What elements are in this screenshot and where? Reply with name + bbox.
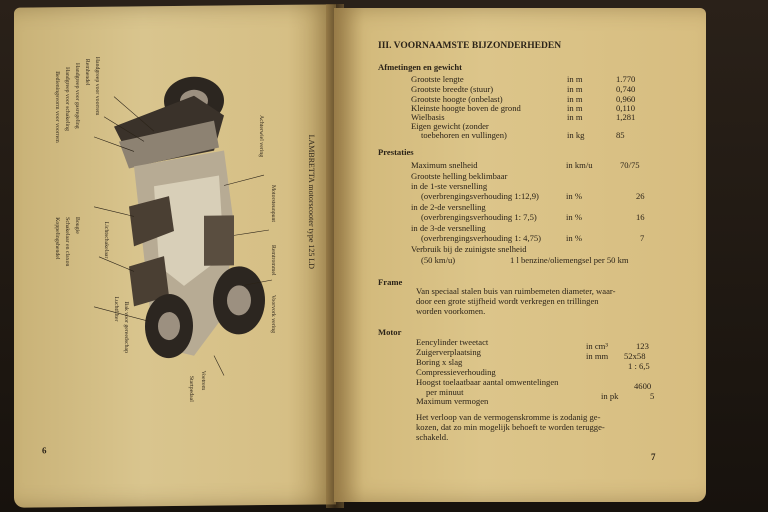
spec-value: 4600 [634, 381, 652, 391]
spec-label: in de 2-de versnelling [411, 202, 486, 212]
page-title: III. VOORNAAMSTE BIJZONDERHEDEN [378, 41, 562, 51]
spec-label: (50 km/u) [421, 255, 456, 265]
figure-caption: LAMBRETTA motorscooter type 125 LD [307, 134, 316, 270]
callout-11: Bak voor gereedschap [123, 301, 129, 354]
spec-value: 7 [640, 233, 645, 243]
spec-value: 123 [636, 341, 649, 351]
spec-value: 16 [636, 212, 645, 222]
spec-unit: in % [566, 212, 582, 222]
spec-label: (overbrengingsverhouding 1:12,9) [421, 191, 539, 201]
spec-label: Zuigerverplaatsing [416, 347, 481, 357]
callout-5: Handgreep voor voorrem [94, 56, 100, 116]
frame-text-line: door een grote stijfheid wordt verkregen en trillingen [416, 296, 599, 306]
spec-value: 1,281 [616, 112, 636, 122]
motor-note-line: kozen, dat zo min mogelijk behoeft te worden terugge- [416, 422, 605, 432]
spec-unit: in m [567, 112, 583, 122]
spec-value: 1 : 6,5 [628, 361, 650, 371]
callout-12: Startpedaal [188, 375, 194, 402]
spec-label: Kleinste hoogte boven de grond [411, 103, 521, 113]
spec-value: 85 [616, 130, 625, 140]
spec-unit: in % [566, 191, 582, 201]
spec-label: Boring x slag [416, 357, 463, 367]
spec-value: 52x58 [624, 351, 646, 361]
spec-label: Compressieverhouding [416, 367, 496, 377]
spec-label: in de 1-ste versnelling [411, 181, 488, 191]
spec-unit: in mm [586, 351, 609, 361]
callout-7: Schakelaar en claxon [64, 217, 70, 267]
spec-value: 70/75 [620, 160, 640, 170]
spec-value: 26 [636, 191, 645, 201]
spec-label: Grootste helling beklimbaar [411, 171, 508, 181]
spec-unit: in m [567, 74, 583, 84]
callout-14: Achterwiel vering [258, 115, 264, 158]
spec-label: (overbrengingsverhouding 1: 7,5) [421, 212, 537, 222]
spec-label: Eencylinder tweetact [416, 337, 489, 347]
spec-label: Grootste breedte (stuur) [411, 84, 494, 94]
spec-value: 0,960 [616, 94, 636, 104]
section-heading-afmetingen: Afmetingen en gewicht [378, 62, 463, 72]
spec-unit: in m [567, 84, 583, 94]
spec-label: Hoogst toelaatbaar aantal omwentelingen [416, 377, 559, 387]
spec-label: Verbruik bij de zuinigste snelheid [411, 244, 527, 254]
motor-note-line: Het verloop van de vermogenskromme is zodanig ge- [416, 412, 601, 422]
callout-6: Koppelingshendel [54, 217, 60, 260]
callout-9: Lichtschakelaar [103, 221, 109, 259]
spec-unit: in % [566, 233, 582, 243]
spec-value: 1.770 [616, 74, 636, 84]
callout-15: Motorsteunpunt [270, 184, 276, 223]
callout-16: Remtrommel [270, 244, 276, 276]
callout-17: Voorvork vering [270, 294, 276, 334]
callout-13: Voetrem [200, 370, 206, 391]
motor-note-line: schakeld. [416, 432, 449, 442]
spec-label: toebehoren en vullingen) [421, 130, 507, 140]
spec-value: 5 [650, 391, 655, 401]
spec-unit: in pk [601, 391, 619, 401]
spec-label: in de 3-de versnelling [411, 223, 486, 233]
spec-unit: 1 l benzine/oliemengsel per 50 km [510, 255, 629, 265]
spec-label: (overbrengingsverhouding 1: 4,75) [421, 233, 542, 243]
spec-label: Wielbasis [411, 112, 445, 122]
frame-text-line: worden voorkomen. [416, 306, 486, 316]
page-number-left: 6 [42, 445, 47, 456]
page-number-right: 7 [651, 452, 656, 462]
callout-2: Handgreep voor schakeling [64, 67, 70, 131]
callout-3: Handgreep voor gasregeling [74, 62, 80, 129]
spec-unit: in kg [567, 130, 585, 140]
spec-label: Grootste hoogte (onbelast) [411, 94, 503, 104]
spec-value: 0,740 [616, 84, 636, 94]
callout-10: Luchtfilter [113, 296, 119, 322]
spec-label: Maximum vermogen [416, 396, 489, 406]
spec-label: Grootste lengte [411, 74, 464, 84]
spec-unit: in km/u [566, 160, 593, 170]
spec-label: per minuut [426, 387, 464, 397]
spec-unit: in m [567, 94, 583, 104]
spec-value: 0,110 [616, 103, 636, 113]
left-page [14, 4, 336, 507]
callout-4: Remhendel [84, 58, 90, 86]
spec-label: Eigen gewicht (zonder [411, 121, 489, 131]
callout-8: Bougie [74, 216, 80, 234]
spec-label: Maximum snelheid [411, 160, 478, 170]
frame-text-line: Van speciaal stalen buis van ruimbemeten diameter, waar- [416, 286, 616, 296]
section-heading-frame: Frame [378, 277, 403, 287]
section-heading-prestaties: Prestaties [378, 147, 414, 157]
spec-unit: in cm³ [586, 341, 608, 351]
callout-1: Bedieningsvorm voor voorrem [54, 71, 60, 143]
section-heading-motor: Motor [378, 327, 402, 337]
spec-unit: in m [567, 103, 583, 113]
